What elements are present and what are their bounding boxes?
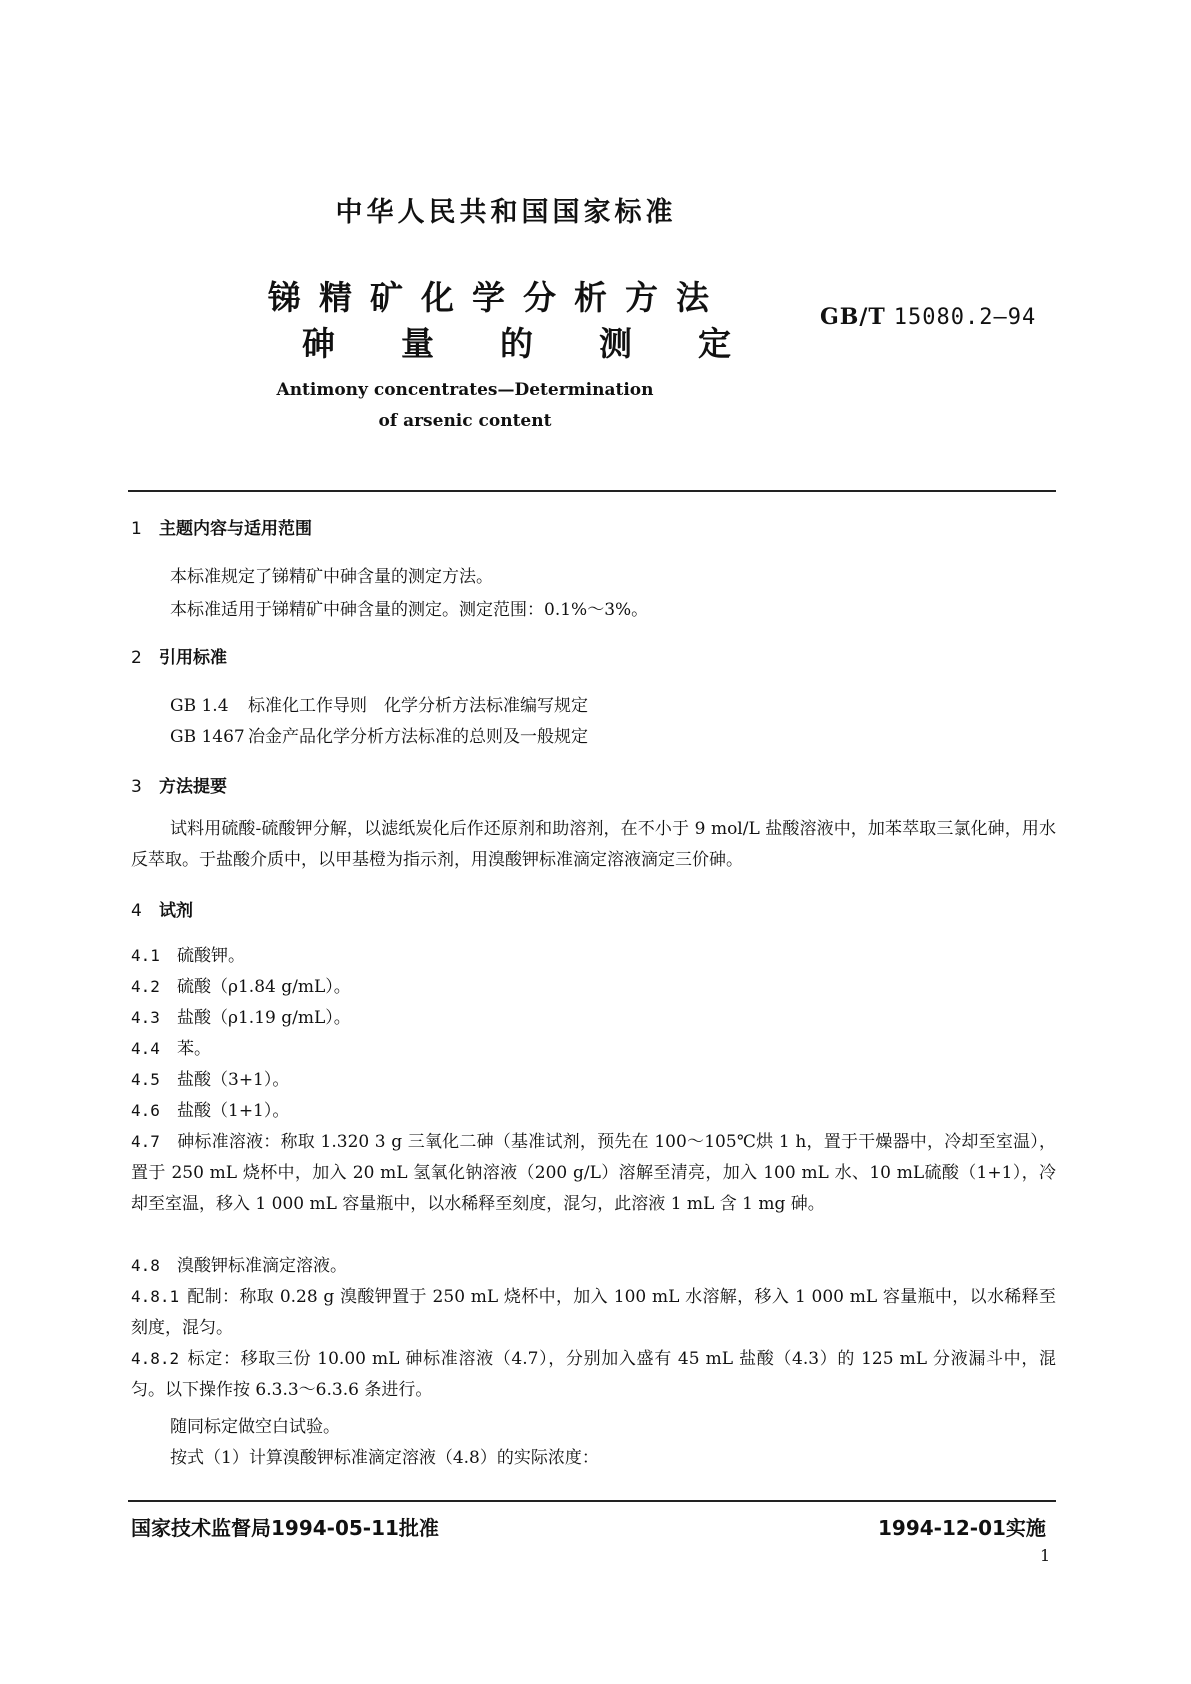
reagent-text: 配制：称取 0.28 g 溴酸钾置于 250 mL 烧杯中，加入 100 mL 水溶解，移入 1 000 mL 容量瓶中，以水稀释至刻度，混匀。 [131,1287,1056,1338]
reagent-4-8 [131,1250,1056,1282]
section-1-heading [131,514,312,539]
section-1-paragraph-1: 本标准规定了锑精矿中砷含量的测定方法。 [170,567,493,587]
reagent-4-7 [131,1126,1056,1220]
section-3-title: 方法提要 [159,777,227,797]
reagent-number: 4.4 [131,1039,160,1058]
reagent-number: 4.8.2 [131,1349,180,1368]
reagent-4-2 [131,971,1056,1003]
standard-code-prefix: GB/T [820,304,886,330]
reagent-number: 4.7 [131,1132,160,1151]
section-1-title: 主题内容与适用范围 [159,519,312,539]
title-line-1: 锑精矿化学分析方法 [268,278,727,317]
reagent-text: 硫酸（ρ1.84 g/mL）。 [177,977,351,997]
reference-2 [170,722,588,747]
section-4-heading [131,896,193,921]
reagent-text: 盐酸（1+1）。 [177,1101,290,1121]
reagent-text: 苯。 [177,1039,211,1059]
implementation-date: 1994-12-01实施 [878,1516,1046,1540]
calculation-note: 按式（1）计算溴酸钾标准滴定溶液（4.8）的实际浓度： [170,1448,599,1468]
reagent-text: 硫酸钾。 [177,946,245,966]
reference-1-code: GB 1.4 [170,696,229,716]
reagent-4-4 [131,1033,1056,1065]
reagent-number: 4.8.1 [131,1287,180,1306]
section-2-title: 引用标准 [159,648,227,668]
reagent-number: 4.2 [131,977,160,996]
reagent-text: 标定：移取三份 10.00 mL 砷标准溶液（4.7），分别加入盛有 45 mL 盐酸（4.3）的 125 mL 分液漏斗中，混匀。以下操作按 6.3.3～6.3.6 条进行。 [131,1349,1056,1400]
section-3-number: 3 [131,777,142,797]
reagent-text: 砷标准溶液：称取 1.320 3 g 三氧化二砷（基准试剂，预先在 100～105℃烘 1 h，置于干燥器中，冷却至室温），置于 250 mL 烧杯中，加入 20 mL 氢氧化钠溶液（200 g/L）溶解至清亮，加入 100 mL 水、10 mL硫酸（1+1），冷却至室温，移入 1 000 mL 容量瓶中，以水稀释至刻度，混匀，此溶液 1 mL 含 1 mg 砷。 [131,1132,1056,1214]
reagent-4-1 [131,940,1056,972]
reagent-4-5 [131,1064,1056,1096]
reagent-text: 盐酸（ρ1.19 g/mL）。 [177,1008,351,1028]
approval-date: 国家技术监督局1994-05-11批准 [131,1516,439,1540]
header-divider [128,490,1056,492]
reagent-4-8-2 [131,1343,1056,1406]
english-title-line-2: of arsenic content [378,411,552,431]
reagent-text: 盐酸（3+1）。 [177,1070,290,1090]
section-1-paragraph-2: 本标准适用于锑精矿中砷含量的测定。测定范围：0.1%～3%。 [170,600,649,620]
page-number: 1 [1040,1546,1051,1565]
reference-2-text: 冶金产品化学分析方法标准的总则及一般规定 [248,727,588,747]
reagent-number: 4.1 [131,946,160,965]
standard-code [820,304,1036,330]
title-line-2: 砷量的测定 [302,324,797,363]
section-2-heading [131,643,227,668]
reagent-number: 4.6 [131,1101,160,1120]
reagent-number: 4.8 [131,1256,160,1275]
footer-divider [128,1500,1056,1502]
section-2-number: 2 [131,648,142,668]
section-1-number: 1 [131,519,142,539]
section-4-title: 试剂 [159,901,193,921]
reference-1 [170,691,588,716]
reagent-number: 4.3 [131,1008,160,1027]
reagent-4-8-1 [131,1281,1056,1344]
national-standard-heading: 中华人民共和国国家标准 [335,197,677,228]
english-title-line-1: Antimony concentrates—Determination [276,380,654,400]
reference-2-code: GB 1467 [170,727,245,747]
reagent-number: 4.5 [131,1070,160,1089]
reagent-text: 溴酸钾标准滴定溶液。 [177,1256,347,1276]
section-4-number: 4 [131,901,142,921]
reagent-4-6 [131,1095,1056,1127]
reference-1-text: 标准化工作导则 化学分析方法标准编写规定 [248,696,588,716]
reagent-4-3 [131,1002,1056,1034]
standard-code-number: 15080.2—94 [893,305,1037,330]
section-3-heading [131,772,227,797]
section-3-text: 试料用硫酸-硫酸钾分解，以滤纸炭化后作还原剂和助溶剂，在不小于 9 mol/L 盐酸溶液中，加苯萃取三氯化砷，用水反萃取。于盐酸介质中，以甲基橙为指示剂，用溴酸钾标准滴定溶液滴定三价砷。 [131,819,1056,870]
blank-test-note: 随同标定做空白试验。 [170,1417,340,1437]
